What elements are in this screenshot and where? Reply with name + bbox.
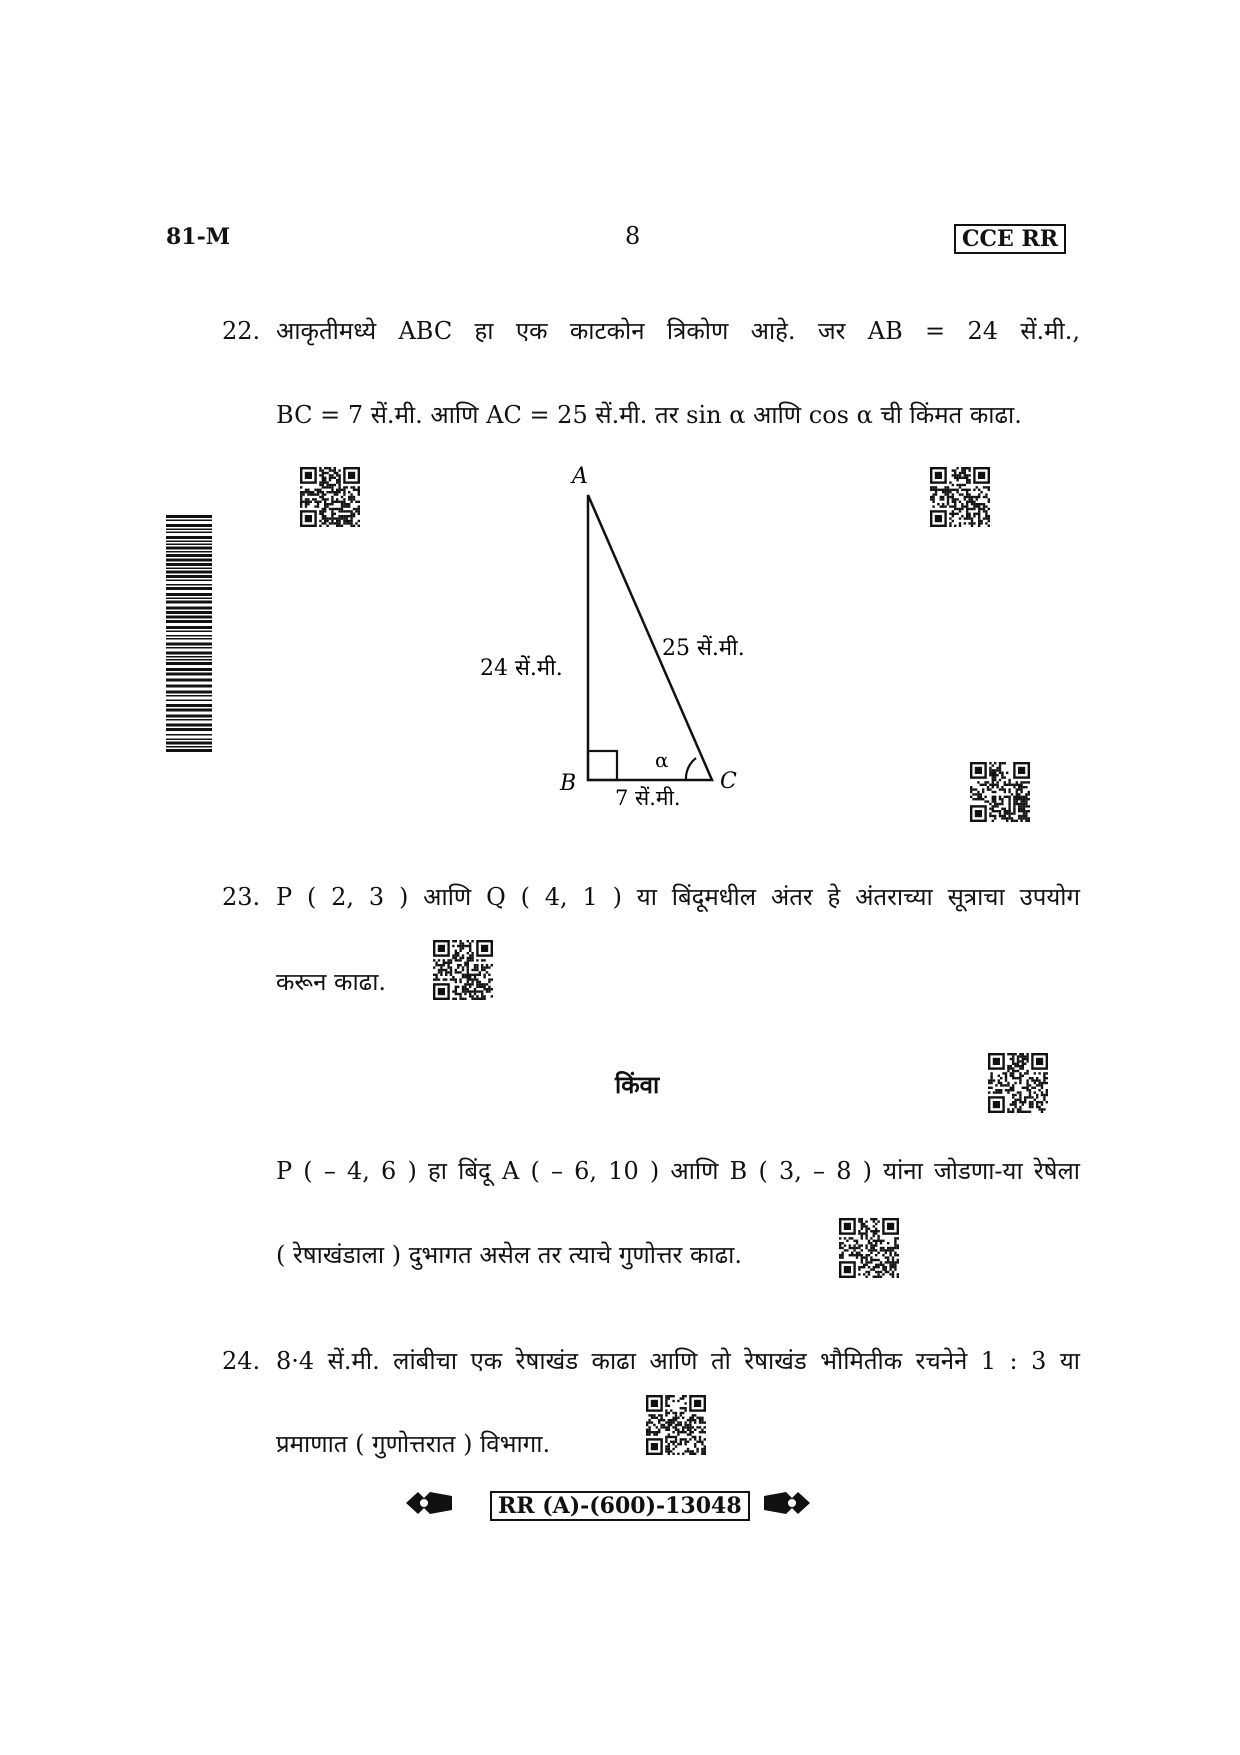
qr-code: [300, 467, 360, 527]
question-text: P ( 2, 3 ) आणि Q ( 4, 1 ) या बिंदूमधील अंतर हे अंतराच्या सूत्राचा उपयोग: [276, 883, 1080, 911]
barcode: [166, 515, 212, 753]
vertex-c-label: C: [720, 769, 737, 794]
question-23-line-1: [222, 880, 1080, 913]
qr-code: [988, 1053, 1048, 1113]
qr-code: [839, 1218, 899, 1278]
question-23-alt-line-1: [276, 1154, 1080, 1187]
question-23-line-2: करून काढा.: [276, 968, 387, 996]
vertex-a-label: A: [572, 464, 588, 489]
question-number: 23.: [222, 883, 261, 911]
qr-code: [433, 940, 493, 1000]
question-text: 8·4 सें.मी. लांबीचा एक रेषाखंड काढा आणि तो रेषाखंड भौमितीक रचनेने 1 : 3 या: [276, 1347, 1080, 1375]
question-text: आकृतीमध्ये ABC हा एक काटकोन त्रिकोण आहे. जर AB = 24 सें.मी.,: [276, 317, 1080, 345]
footer-code: RR (A)-(600)-13048: [490, 1491, 750, 1521]
question-22-line-1: [222, 314, 1080, 347]
ornament-left-icon: [404, 1488, 456, 1518]
ornament-right-icon: [760, 1488, 812, 1518]
triangle-figure: [460, 455, 780, 815]
qr-code: [970, 762, 1030, 822]
or-separator: किंवा: [615, 1070, 660, 1099]
side-ac-label: 25 सें.मी.: [662, 636, 745, 661]
question-23-alt-line-2: ( रेषाखंडाला ) दुभागत असेल तर त्याचे गुणोत्तर काढा.: [276, 1241, 743, 1269]
question-24-line-1: [222, 1344, 1080, 1377]
page-number: 8: [625, 222, 641, 250]
qr-code: [646, 1395, 706, 1455]
question-number: 24.: [222, 1347, 261, 1375]
question-text: P ( – 4, 6 ) हा बिंदू A ( – 6, 10 ) आणि B ( 3, – 8 ) यांना जोडणा-या रेषेला: [276, 1157, 1080, 1185]
angle-arc: [686, 758, 696, 780]
question-number: 22.: [222, 317, 261, 345]
series-box: CCE RR: [954, 224, 1066, 254]
question-24-line-2: प्रमाणात ( गुणोत्तरात ) विभागा.: [276, 1430, 551, 1458]
side-bc-label: 7 सें.मी.: [615, 786, 681, 810]
side-ab-label: 24 सें.मी.: [480, 656, 563, 681]
vertex-b-label: B: [560, 771, 577, 796]
qr-code: [930, 467, 990, 527]
question-22-line-2: BC = 7 सें.मी. आणि AC = 25 सें.मी. तर sin α आणि cos α ची किंमत काढा.: [276, 401, 1022, 429]
paper-code: 81-M: [166, 224, 231, 250]
angle-alpha-label: α: [655, 748, 669, 772]
right-angle-marker: [588, 751, 617, 780]
